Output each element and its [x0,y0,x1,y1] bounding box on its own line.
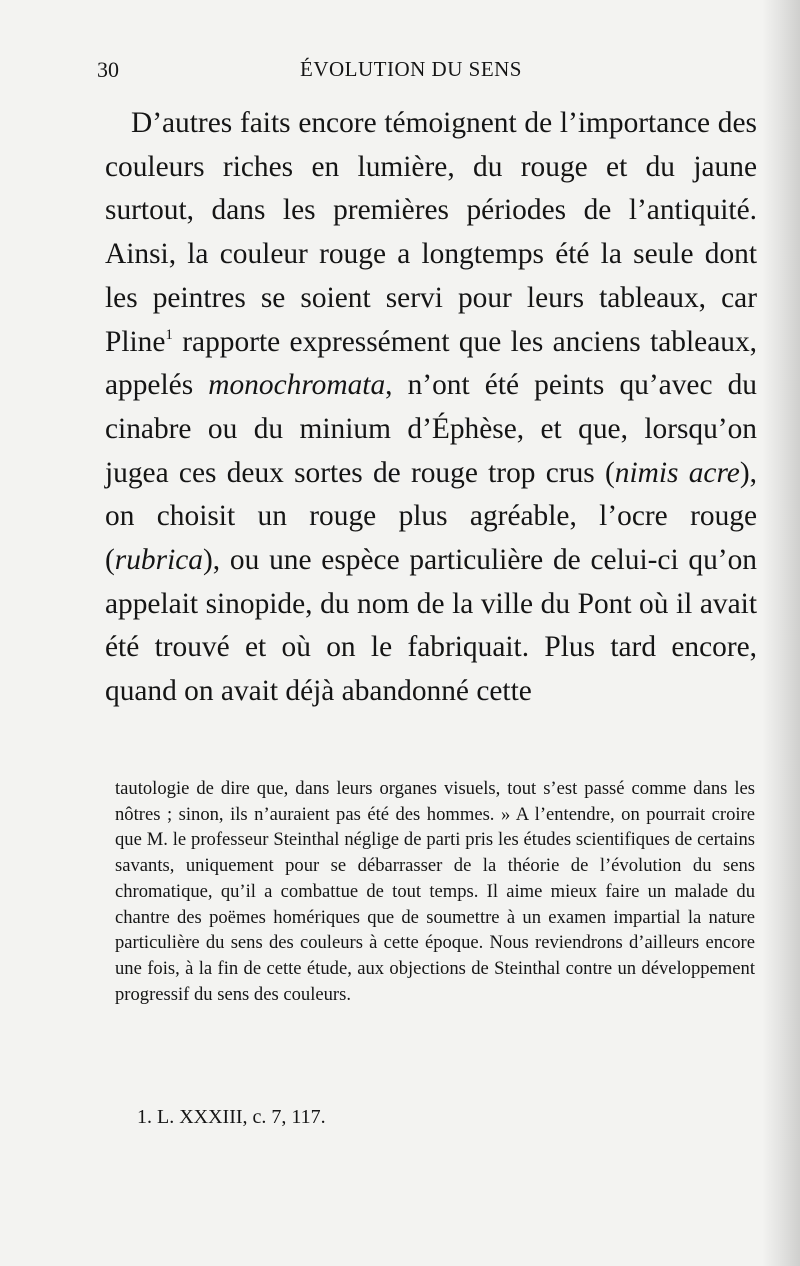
italic-term: rubrica [114,544,203,577]
body-text-part: rapporte expressément que les anciens tableaux, appelés [105,325,757,402]
footnote: 1. L. XXXIII, c. 7, 117. [137,1106,326,1128]
page-edge-shadow [762,0,800,1266]
italic-term: monochromata [208,369,386,402]
footnote-reference: 1 [165,326,173,343]
body-text-part: , n’ont été peints qu’avec du cinabre ou du minium d’Éphèse, et que, lorsqu’on jugea ces deux sortes de rouge trop crus ( [105,369,758,489]
body-text-part: ), on choisit un rouge plus agréable, l’ocre rouge ( [105,456,757,577]
page-number: 30 [97,57,119,82]
body-paragraph [105,102,757,714]
italic-term: nimis acre [614,456,740,489]
body-text-part: D’autres faits encore témoignent de l’importance des couleurs riches en lumière, du rouge et du jaune surtout, dans les premières périodes de l’antiquité. Ainsi, la couleur rouge a longtemps été la seule dont les peintres se soient servi pour leurs tableaux, car Pline [105,107,757,358]
body-text-part: ), ou une espèce particulière de celui-ci qu’on appelait sinopide, du nom de la ville du Pont où il avait été trouvé et où on le fabriquait. Plus tard encore, quand on avait déjà abandonné cette [105,544,757,708]
footnote-continuation: tautologie de dire que, dans leurs organes visuels, tout s’est passé comme dans les nôtres ; sinon, ils n’auraient pas été des hommes. » A l’entendre, on pourrait croire que M. le professeur Steinthal néglige de parti pris les études scientifiques de certains savants, uniquement pour se débarrasser de la théorie de l’évolution du sens chromatique, qu’il a combattue de tout temps. Il aime mieux faire un malade du chantre des poëmes homériques que de soumettre à un examen impartial la nature particulière du sens des couleurs à cette époque. Nous reviendrons d’ailleurs encore une fois, à la fin de cette étude, aux objections de Steinthal contre un développement progressif du sens des couleurs. [115,778,755,1005]
running-title: ÉVOLUTION DU SENS [300,57,522,81]
